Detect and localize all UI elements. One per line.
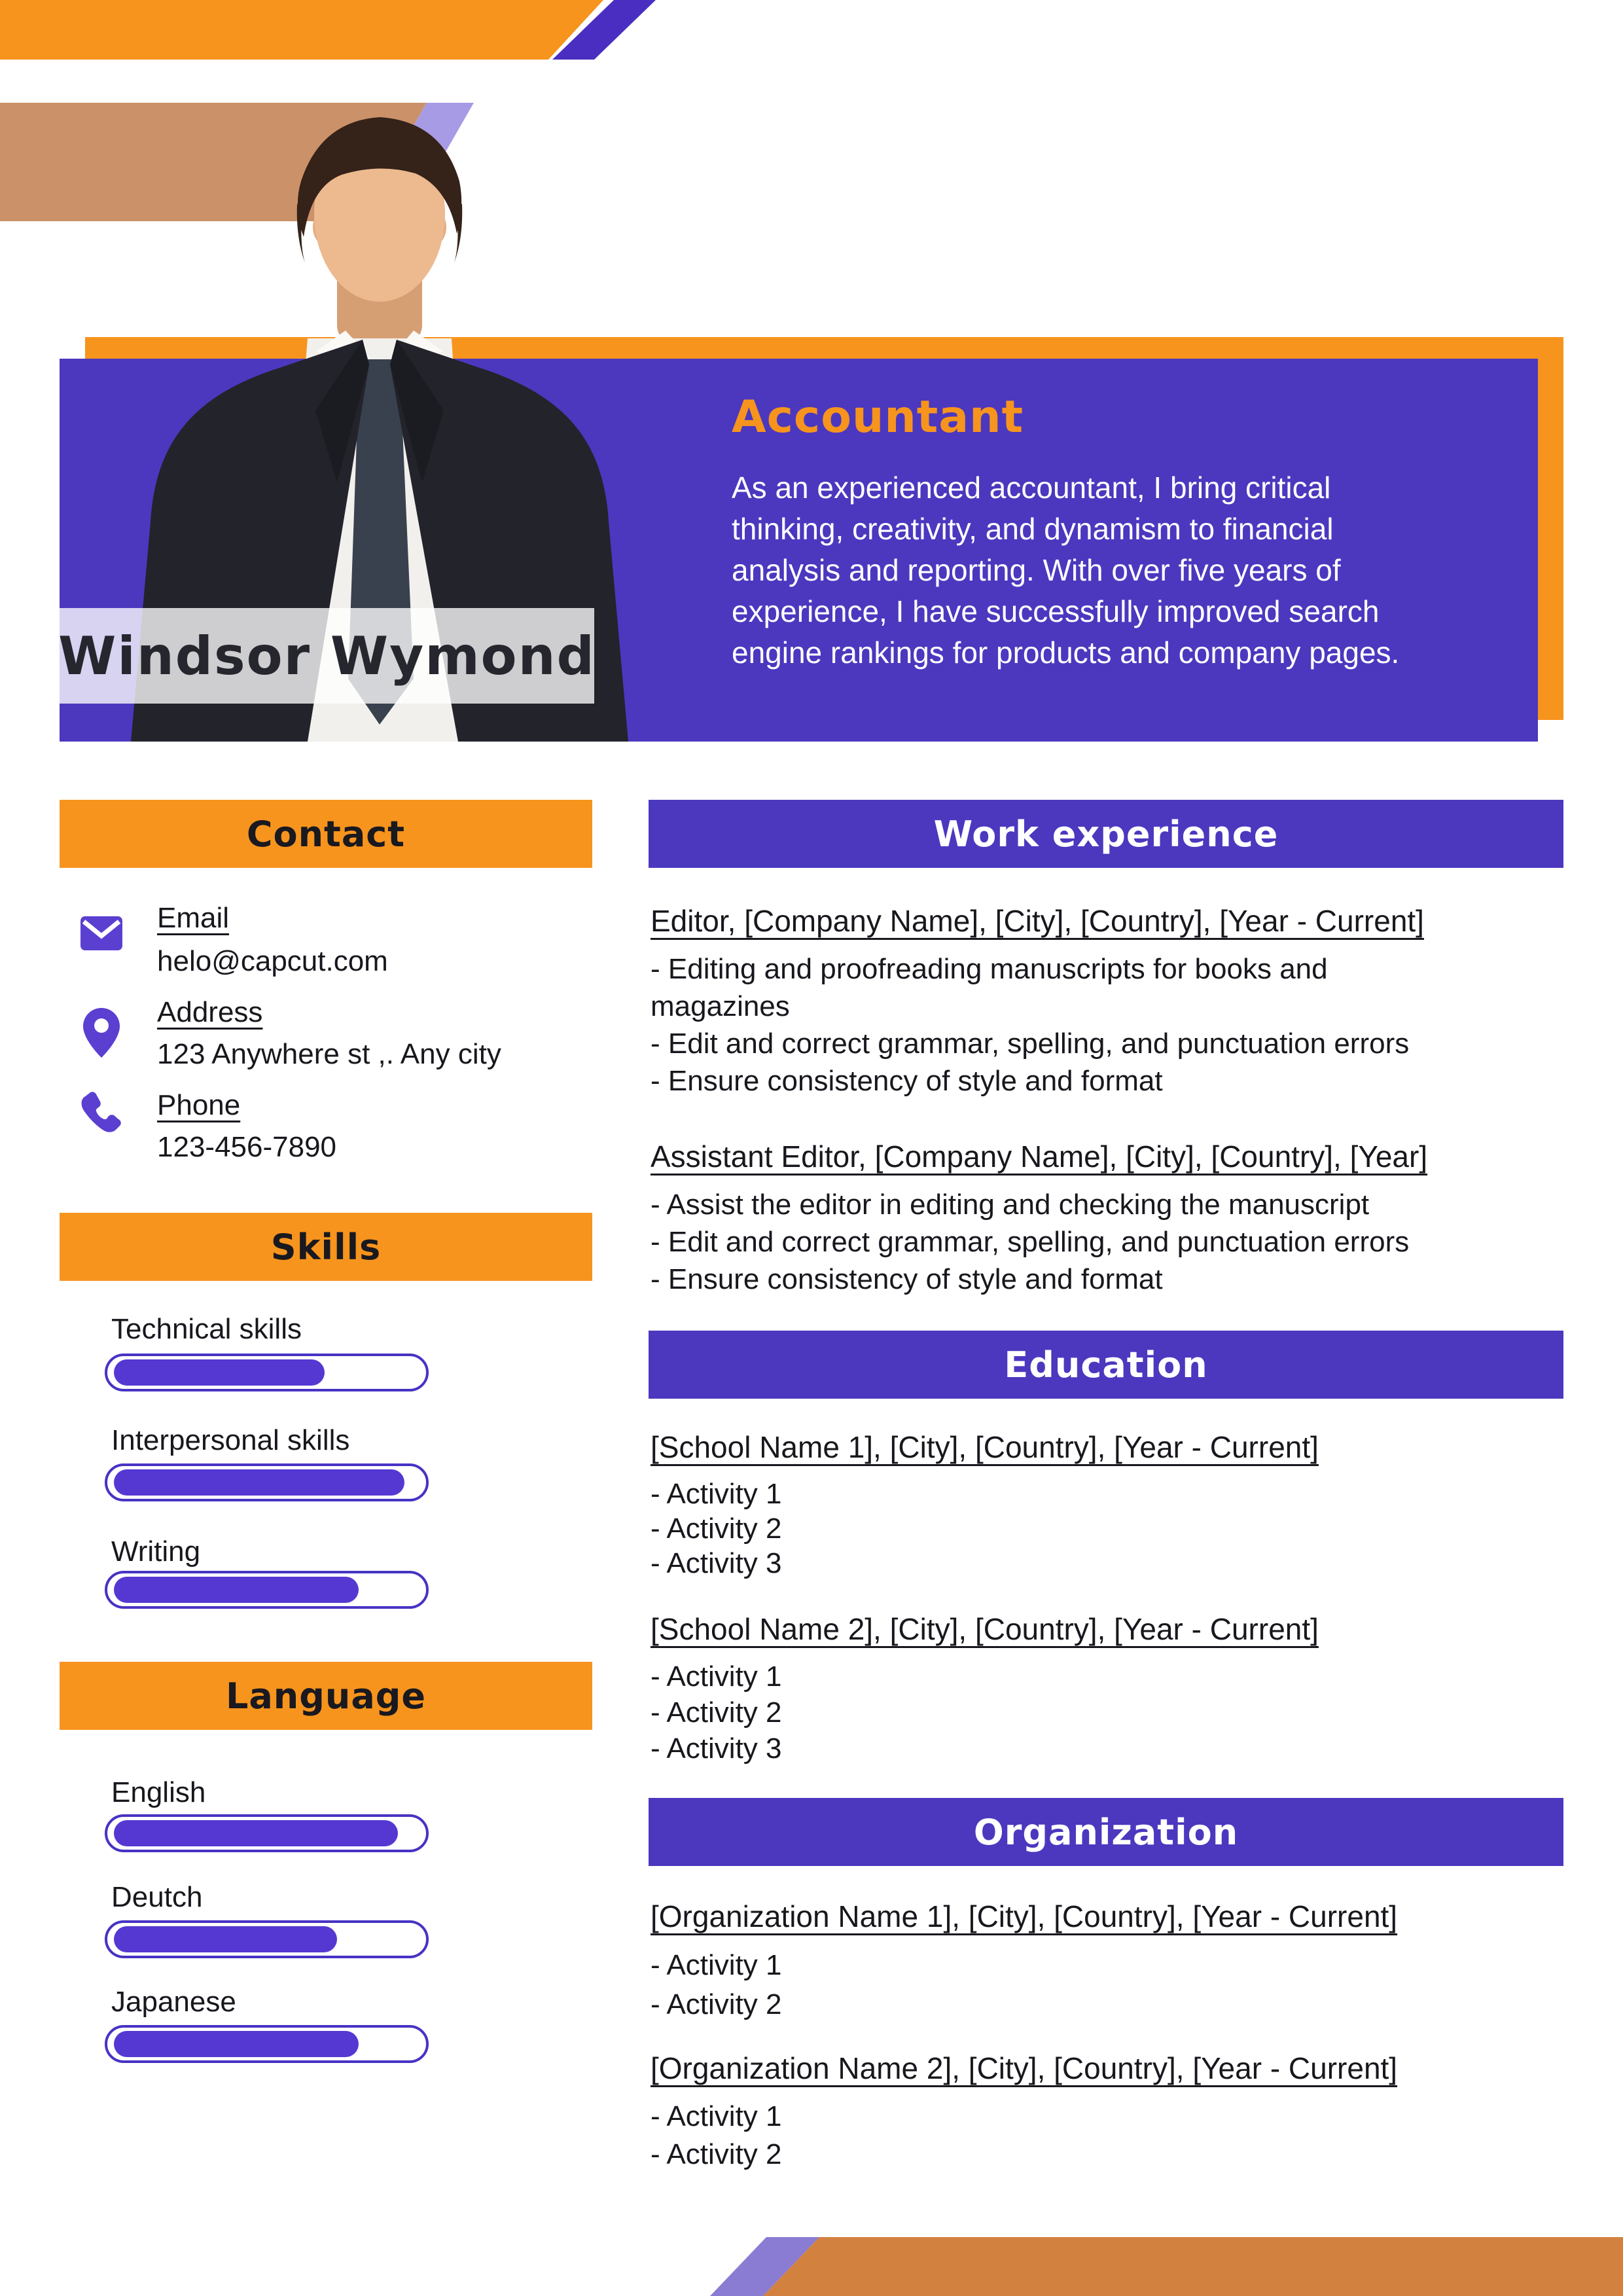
work-detail-line: - Assist the editor in editing and checking the manuscript (651, 1189, 1370, 1221)
work-detail-line: - Edit and correct grammar, spelling, and punctuation errors (651, 1028, 1410, 1060)
language-meter (105, 1920, 429, 1958)
education-entry-title: [School Name 1], [City], [Country], [Year - Current] (651, 1430, 1319, 1464)
education-detail-line: - Activity 2 (651, 1696, 782, 1729)
organization-entry-title: [Organization Name 1], [City], [Country], [Year - Current] (651, 1899, 1398, 1933)
location-icon (83, 1008, 120, 1058)
education-detail-line: - Activity 1 (651, 1660, 782, 1693)
work-entry-title: Editor, [Company Name], [City], [Country], [Year - Current] (651, 904, 1424, 938)
organization-section-header: Organization (649, 1798, 1563, 1866)
education-entry-details (651, 1659, 782, 1767)
work-detail-line: - Ensure consistency of style and format (651, 1263, 1163, 1295)
language-label: English (111, 1776, 206, 1808)
person-name: Windsor Wymond (58, 625, 596, 687)
contact-label: Phone (157, 1089, 241, 1121)
skill-meter-fill (114, 1469, 404, 1496)
skills-section-header: Skills (60, 1213, 592, 1281)
organization-detail-line: - Activity 2 (651, 1988, 782, 2020)
work-detail-line: magazines (651, 990, 790, 1022)
summary-line: experience, I have successfully improved search (732, 594, 1380, 628)
skill-label: Technical skills (111, 1313, 302, 1345)
skill-label: Writing (111, 1535, 201, 1568)
education-detail-line: - Activity 1 (651, 1478, 782, 1510)
contact-value: helo@capcut.com (157, 945, 388, 977)
education-entry-title: [School Name 2], [City], [Country], [Year - Current] (651, 1612, 1319, 1646)
organization-entry-details (651, 1946, 782, 2024)
language-meter (105, 1814, 429, 1852)
name-band (60, 608, 594, 704)
skill-meter (105, 1571, 429, 1609)
profile-summary (732, 467, 1399, 673)
organization-detail-line: - Activity 1 (651, 2100, 782, 2132)
contact-value: 123 Anywhere st ,. Any city (157, 1038, 501, 1070)
education-entry-details (651, 1477, 782, 1581)
skill-label: Interpersonal skills (111, 1424, 350, 1456)
work-entry-title: Assistant Editor, [Company Name], [City], [Country], [Year] (651, 1139, 1428, 1174)
language-label: Deutch (111, 1881, 203, 1913)
work-detail-line: - Edit and correct grammar, spelling, and punctuation errors (651, 1226, 1410, 1258)
mail-icon (80, 916, 122, 950)
language-meter-fill (114, 2031, 359, 2057)
language-label: Japanese (111, 1986, 236, 2018)
work-section-header: Work experience (649, 800, 1563, 868)
summary-line: thinking, creativity, and dynamism to financial (732, 512, 1334, 546)
summary-line: As an experienced accountant, I bring critical (732, 471, 1331, 505)
work-entry-details (651, 950, 1409, 1100)
skill-meter (105, 1463, 429, 1501)
work-detail-line: - Ensure consistency of style and format (651, 1065, 1163, 1097)
organization-entry-details (651, 2098, 782, 2174)
education-section-header: Education (649, 1331, 1563, 1399)
organization-entry-title: [Organization Name 2], [City], [Country], [Year - Current] (651, 2051, 1398, 2085)
top-orange-band (0, 0, 603, 60)
summary-line: analysis and reporting. With over five years of (732, 553, 1341, 587)
language-meter (105, 2025, 429, 2063)
organization-detail-line: - Activity 2 (651, 2138, 782, 2170)
skill-meter-fill (114, 1577, 359, 1603)
phone-icon (80, 1092, 121, 1132)
contact-label: Address (157, 996, 263, 1028)
language-meter-fill (114, 1926, 337, 1952)
contact-label: Email (157, 902, 230, 934)
education-detail-line: - Activity 3 (651, 1732, 782, 1765)
work-entry-details (651, 1186, 1409, 1298)
skill-meter (105, 1354, 429, 1391)
language-meter-fill (114, 1820, 398, 1846)
organization-detail-line: - Activity 1 (651, 1949, 782, 1981)
footer-orange-band (763, 2237, 1623, 2296)
summary-line: engine rankings for products and company pages. (732, 636, 1400, 670)
education-detail-line: - Activity 3 (651, 1547, 782, 1579)
language-section-header: Language (60, 1662, 592, 1730)
contact-section-header: Contact (60, 800, 592, 868)
contact-value: 123-456-7890 (157, 1131, 337, 1163)
education-detail-line: - Activity 2 (651, 1513, 782, 1545)
skill-meter-fill (114, 1359, 325, 1386)
job-title: Accountant (732, 391, 1024, 443)
work-detail-line: - Editing and proofreading manuscripts for books and (651, 953, 1328, 985)
